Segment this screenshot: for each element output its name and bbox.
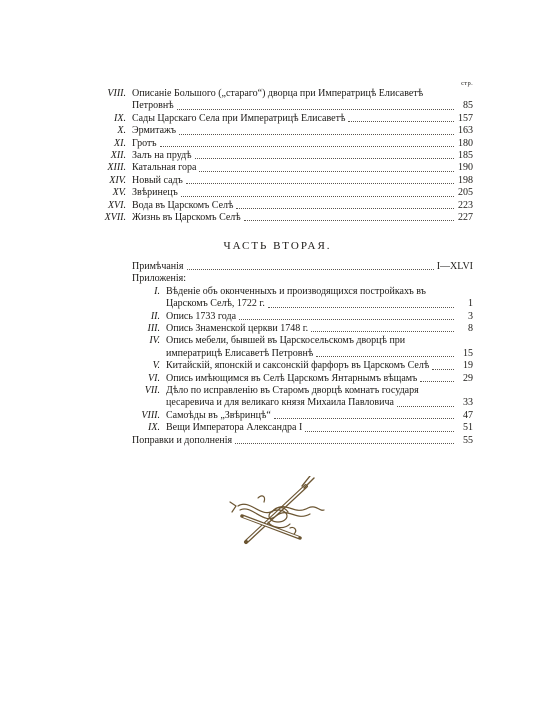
leader-dots (305, 431, 454, 432)
leader-dots (199, 171, 454, 172)
toc-entry (88, 138, 473, 150)
entry-page: 47 (463, 409, 473, 421)
entry-number: XIV. (109, 174, 126, 186)
leader-dots (195, 158, 454, 159)
toc-entry (88, 162, 473, 174)
entry-number: IX. (114, 112, 126, 124)
entry-page: 180 (458, 137, 473, 149)
entry-page: 8 (468, 323, 473, 335)
entry-title: Китайскій, японскій и саксонскій фарфоръ въ Царскомъ Селѣ (166, 360, 430, 372)
entry-page: 185 (458, 150, 473, 162)
toc-entry-continuation (88, 100, 473, 112)
part-two-heading: ЧАСТЬ ВТОРАЯ. (223, 240, 332, 252)
toc-entry (88, 187, 473, 199)
entry-title: Вещи Императора Александра I (166, 422, 303, 434)
entry-page: I—XLVI (436, 261, 473, 272)
leader-dots (236, 208, 454, 209)
toc-entry-continuation (88, 298, 473, 310)
entry-page: 85 (463, 100, 473, 112)
leader-dots (432, 369, 454, 370)
entry-title: Примѣчанія (132, 261, 184, 272)
leader-dots (268, 307, 454, 308)
entry-number: V. (152, 360, 160, 372)
entry-title: Дѣло по исправленію въ Старомъ дворцѣ комнатъ государя (166, 385, 419, 397)
entry-page: 29 (463, 372, 473, 384)
entry-title: Залъ на прудѣ (132, 150, 192, 162)
entry-page: 33 (463, 397, 473, 409)
leader-dots (239, 319, 454, 320)
toc-entry-notes (88, 261, 473, 273)
entry-title: Вѣденіе объ оконченныхъ и производящихся постройкахъ въ (166, 285, 426, 297)
toc-entry (88, 150, 473, 162)
leader-dots (316, 356, 454, 357)
entry-page: 163 (458, 125, 473, 137)
leader-dots (244, 220, 454, 221)
entry-title: Описаніе Большого („стараго“) дворца при Императрицѣ Елисаветѣ (132, 88, 424, 99)
toc-entry-corrections (88, 435, 473, 447)
crossed-torches-ornament-icon (228, 476, 328, 548)
leader-dots (420, 381, 454, 382)
leader-dots (160, 146, 454, 147)
entry-number: XV. (112, 187, 126, 199)
toc-entry (88, 125, 473, 137)
entry-page: 157 (458, 112, 473, 124)
toc-entry (88, 113, 473, 125)
entry-title: Опись имѣющимся въ Селѣ Царскомъ Янтарнымъ вѣщамъ (166, 372, 418, 384)
entry-number: III. (147, 323, 160, 335)
toc-entry (88, 200, 473, 212)
entry-title: Опись мебели, бывшей въ Царскосельскомъ дворцѣ при (166, 335, 406, 347)
entry-title: Вода въ Царскомъ Селѣ (132, 199, 234, 211)
leader-dots (179, 134, 454, 135)
entry-number: XVI. (107, 199, 126, 211)
leader-dots (235, 443, 454, 444)
entry-number: IX. (148, 422, 160, 434)
entry-page: 198 (458, 174, 473, 186)
entry-number: VI. (148, 372, 160, 384)
toc-part-two (88, 261, 473, 447)
toc-entry (88, 88, 473, 100)
entry-title: Новый садъ (132, 174, 183, 186)
toc-entry (88, 360, 473, 372)
entry-title-cont: императрицѣ Елисаветѣ Петровнѣ (166, 347, 314, 359)
entry-number: X. (117, 125, 126, 137)
entry-title: Опись 1733 года (166, 310, 237, 322)
entry-title: Катальная гора (132, 162, 197, 174)
leader-dots (397, 406, 454, 407)
entry-title: Жизнь въ Царскомъ Селѣ (132, 212, 241, 224)
entry-page: 55 (463, 434, 473, 446)
toc-entry (88, 286, 473, 298)
leader-dots (348, 121, 454, 122)
toc-entry (88, 410, 473, 422)
entry-number: VIII. (141, 409, 160, 421)
entry-page: 190 (458, 162, 473, 174)
entry-page: 1 (468, 298, 473, 310)
toc-entry (88, 175, 473, 187)
entry-title: Сады Царскаго Села при Императрицѣ Елисаветѣ (132, 112, 346, 124)
leader-dots (177, 109, 454, 110)
entry-title: Поправки и дополненія (132, 434, 233, 446)
toc-entry (88, 212, 473, 224)
entry-title: Самоѣды въ „Звѣринцѣ“ (166, 409, 271, 421)
page-column-label: стр. (461, 80, 473, 87)
entry-number: II. (150, 310, 160, 322)
leader-dots (311, 331, 454, 332)
toc-entry (88, 323, 473, 335)
appendix-label-row (88, 273, 473, 285)
toc-entry (88, 422, 473, 434)
toc-entry-continuation (88, 397, 473, 409)
entry-number: XIII. (107, 162, 126, 174)
entry-title: Гротъ (132, 137, 157, 149)
entry-number: VII. (144, 385, 160, 397)
leader-dots (187, 269, 434, 270)
entry-title-cont: цесаревича и для великаго князя Михаила Павловича (166, 397, 394, 409)
entry-number: XI. (114, 137, 126, 149)
toc-entry-continuation (88, 348, 473, 360)
entry-number: XII. (110, 150, 126, 162)
leader-dots (274, 418, 454, 419)
entry-page: 227 (458, 212, 473, 224)
entry-title-cont: Петровнѣ (132, 100, 174, 112)
leader-dots (186, 183, 454, 184)
toc-entry (88, 385, 473, 397)
entry-page: 3 (468, 310, 473, 322)
entry-number: I. (154, 285, 160, 297)
toc-entry (88, 311, 473, 323)
toc-part-one (88, 78, 473, 224)
entry-title: Опись Знаменской церкви 1748 г. (166, 323, 309, 335)
appendix-label: Приложенія: (132, 273, 187, 285)
leader-dots (181, 196, 454, 197)
entry-number: VIII. (107, 88, 126, 99)
toc-entry (88, 373, 473, 385)
entry-page: 223 (458, 199, 473, 211)
entry-page: 205 (458, 187, 473, 199)
entry-title-cont: Царскомъ Селѣ, 1722 г. (166, 298, 265, 310)
entry-title: Звѣринецъ (132, 187, 178, 199)
entry-page: 19 (463, 360, 473, 372)
toc-entry (88, 335, 473, 347)
entry-page: 51 (463, 422, 473, 434)
entry-number: XVII. (104, 212, 126, 224)
entry-title: Эрмитажъ (132, 125, 177, 137)
entry-number: IV. (149, 335, 160, 347)
entry-page: 15 (463, 347, 473, 359)
